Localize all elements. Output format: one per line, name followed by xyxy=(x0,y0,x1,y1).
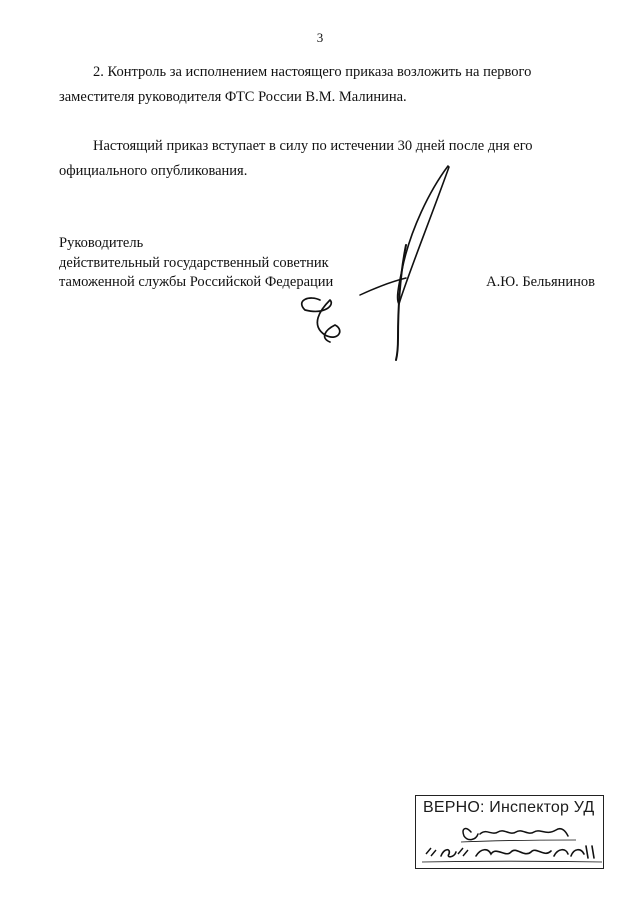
signer-title-line: таможенной службы Российской Федерации xyxy=(59,274,334,290)
paragraph-line: официального опубликования. xyxy=(59,163,248,179)
handwritten-signature xyxy=(280,160,480,360)
paragraph-line: 2. Контроль за исполнением настоящего приказа возложить на первого xyxy=(93,64,532,80)
page-number: 3 xyxy=(316,30,324,45)
signer-name: А.Ю. Бельянинов xyxy=(486,274,595,290)
paragraph-line: Настоящий приказ вступает в силу по истечении 30 дней после дня его xyxy=(93,138,533,154)
certification-stamp xyxy=(415,795,604,869)
signer-title-line: Руководитель xyxy=(59,235,144,251)
stamp-text: ВЕРНО: Инспектор УД xyxy=(423,799,595,816)
paragraph-line: заместителя руководителя ФТС России В.М. Малинина. xyxy=(59,89,407,105)
paragraph-control xyxy=(59,60,595,110)
signer-title-line: действительный государственный советник xyxy=(59,254,329,271)
stamp-handwriting xyxy=(416,796,605,870)
